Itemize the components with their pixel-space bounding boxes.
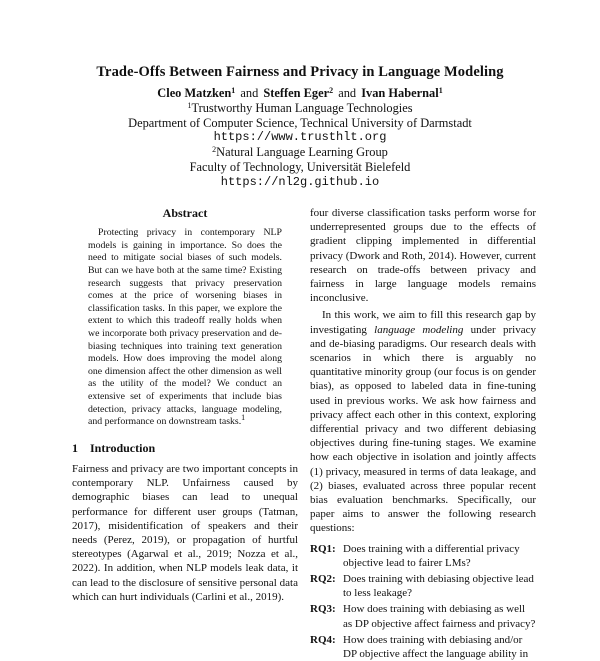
abstract-heading: Abstract xyxy=(162,206,208,220)
affiliation-url-link[interactable]: https://nl2g.github.io xyxy=(220,174,380,189)
paper-title: Trade-Offs Between Fairness and Privacy in Language Modeling xyxy=(96,64,504,80)
section-heading-introduction xyxy=(72,441,298,455)
emphasis-term: language modeling xyxy=(374,323,464,336)
rq-text: Does training with debiasing objective lead to less leakage? xyxy=(343,573,534,600)
research-question xyxy=(310,572,536,600)
right-column xyxy=(310,206,536,661)
author-list xyxy=(0,86,600,101)
paragraph-text: under privacy and de-biasing paradigms. Our research deals with scenarios in which there is arguably no quantitative minority group (our focus is on gender bias), as opposed to labeled data in fine-tuning used in previous works. We ask how fairness and privacy affect each other in this context, exploring differential privacy and two different debiasing objectives during fine-tuning stages. We examine how each objective in isolation and jointly affects (1) privacy, measured in terms of data leakage, and (2) biases, evaluated across three popular recent bias evaluation benchmarks. Specifically, our paper aims to answer the following research questions: xyxy=(310,323,536,535)
rq-label: RQ1: xyxy=(310,542,336,555)
left-column xyxy=(72,206,298,604)
section-title: Introduction xyxy=(90,440,156,455)
affiliation-mark: 1 xyxy=(187,100,192,110)
research-questions xyxy=(310,542,536,661)
research-question xyxy=(310,633,536,661)
paper-header xyxy=(0,86,600,190)
paragraph-text: In this work, we aim to fill this research gap by investigating xyxy=(310,309,536,336)
section-number: 1 xyxy=(72,440,78,455)
affiliation-group xyxy=(0,101,600,116)
author-separator: and xyxy=(240,86,259,100)
author-affiliation-mark: 1 xyxy=(438,86,443,95)
affiliation-group-name: Trustworthy Human Language Technologies xyxy=(191,100,413,115)
affiliation-mark: 2 xyxy=(212,145,217,155)
affiliation-dept: Faculty of Technology, Universität Bielefeld xyxy=(189,159,411,174)
author-affiliation-mark: 2 xyxy=(329,86,334,95)
continued-paragraph: four diverse classification tasks perform worse for underrepresented groups due to the effects of gradient clipping implemented in differential privacy (Dwork and Roth, 2014). However, current research on trade-offs between privacy and fairness in large language models remains inconclusive. xyxy=(310,207,536,305)
footnote-mark[interactable]: 1 xyxy=(241,413,246,423)
rq-label: RQ2: xyxy=(310,573,336,586)
rq-label: RQ3: xyxy=(310,603,336,616)
rq-label: RQ4: xyxy=(310,633,336,646)
affiliation-group xyxy=(0,145,600,160)
rq-text: How does training with debiasing as well as DP objective affect fairness and privacy? xyxy=(343,603,536,630)
research-question xyxy=(310,602,536,630)
intro-paragraph: Fairness and privacy are two important concepts in contemporary NLP. Unfairness caused by demographic biases can lead to unequal performance for different user groups (Tatman, 2017), misidentification of speakers and their needs (Perez, 2019), or propagation of hurtful stereotypes (Agarwal et al., 2019; Nozza et al., 2022). In addition, when NLP models leak data, it can lead to the disclosure of sensitive personal data which can hurt individuals (Carlini et al., 2019). xyxy=(72,462,298,603)
affiliation-dept: Department of Computer Science, Technical University of Darmstadt xyxy=(128,115,472,130)
author-name: Cleo Matzken xyxy=(157,86,232,100)
rq-text: How does training with debiasing and/or DP objective affect the language ability in xyxy=(343,633,529,661)
author-affiliation-mark: 1 xyxy=(231,86,236,95)
research-question xyxy=(310,542,536,570)
author-separator: and xyxy=(338,86,357,100)
affiliation-url-link[interactable]: https://www.trusthlt.org xyxy=(213,130,387,145)
author-name: Steffen Eger xyxy=(263,86,330,100)
rq-text: Does training with a differential privacy objective lead to fairer LMs? xyxy=(343,542,520,569)
affiliation-group-name: Natural Language Learning Group xyxy=(216,145,388,160)
abstract-body: Protecting privacy in contemporary NLP models is gaining in importance. So does the need to mitigate social biases of such models. But can we have both at the same time? Existing research suggests that privacy preservation comes at the price of worsening biases in classification tasks. In this paper, we explore the extent to which this tradeoff really holds when we incorporate both privacy preservation and de-biasing techniques into training text generation models. How does improving the model along one dimension affect the other dimension as well as the utility of the model? We conduct an extensive set of experiments that include bias detection, privacy attacks, language modeling, and performance on downstream tasks. xyxy=(88,227,282,428)
author-name: Ivan Habernal xyxy=(361,86,439,100)
research-gap-paragraph xyxy=(310,308,536,535)
abstract-text xyxy=(88,227,282,429)
